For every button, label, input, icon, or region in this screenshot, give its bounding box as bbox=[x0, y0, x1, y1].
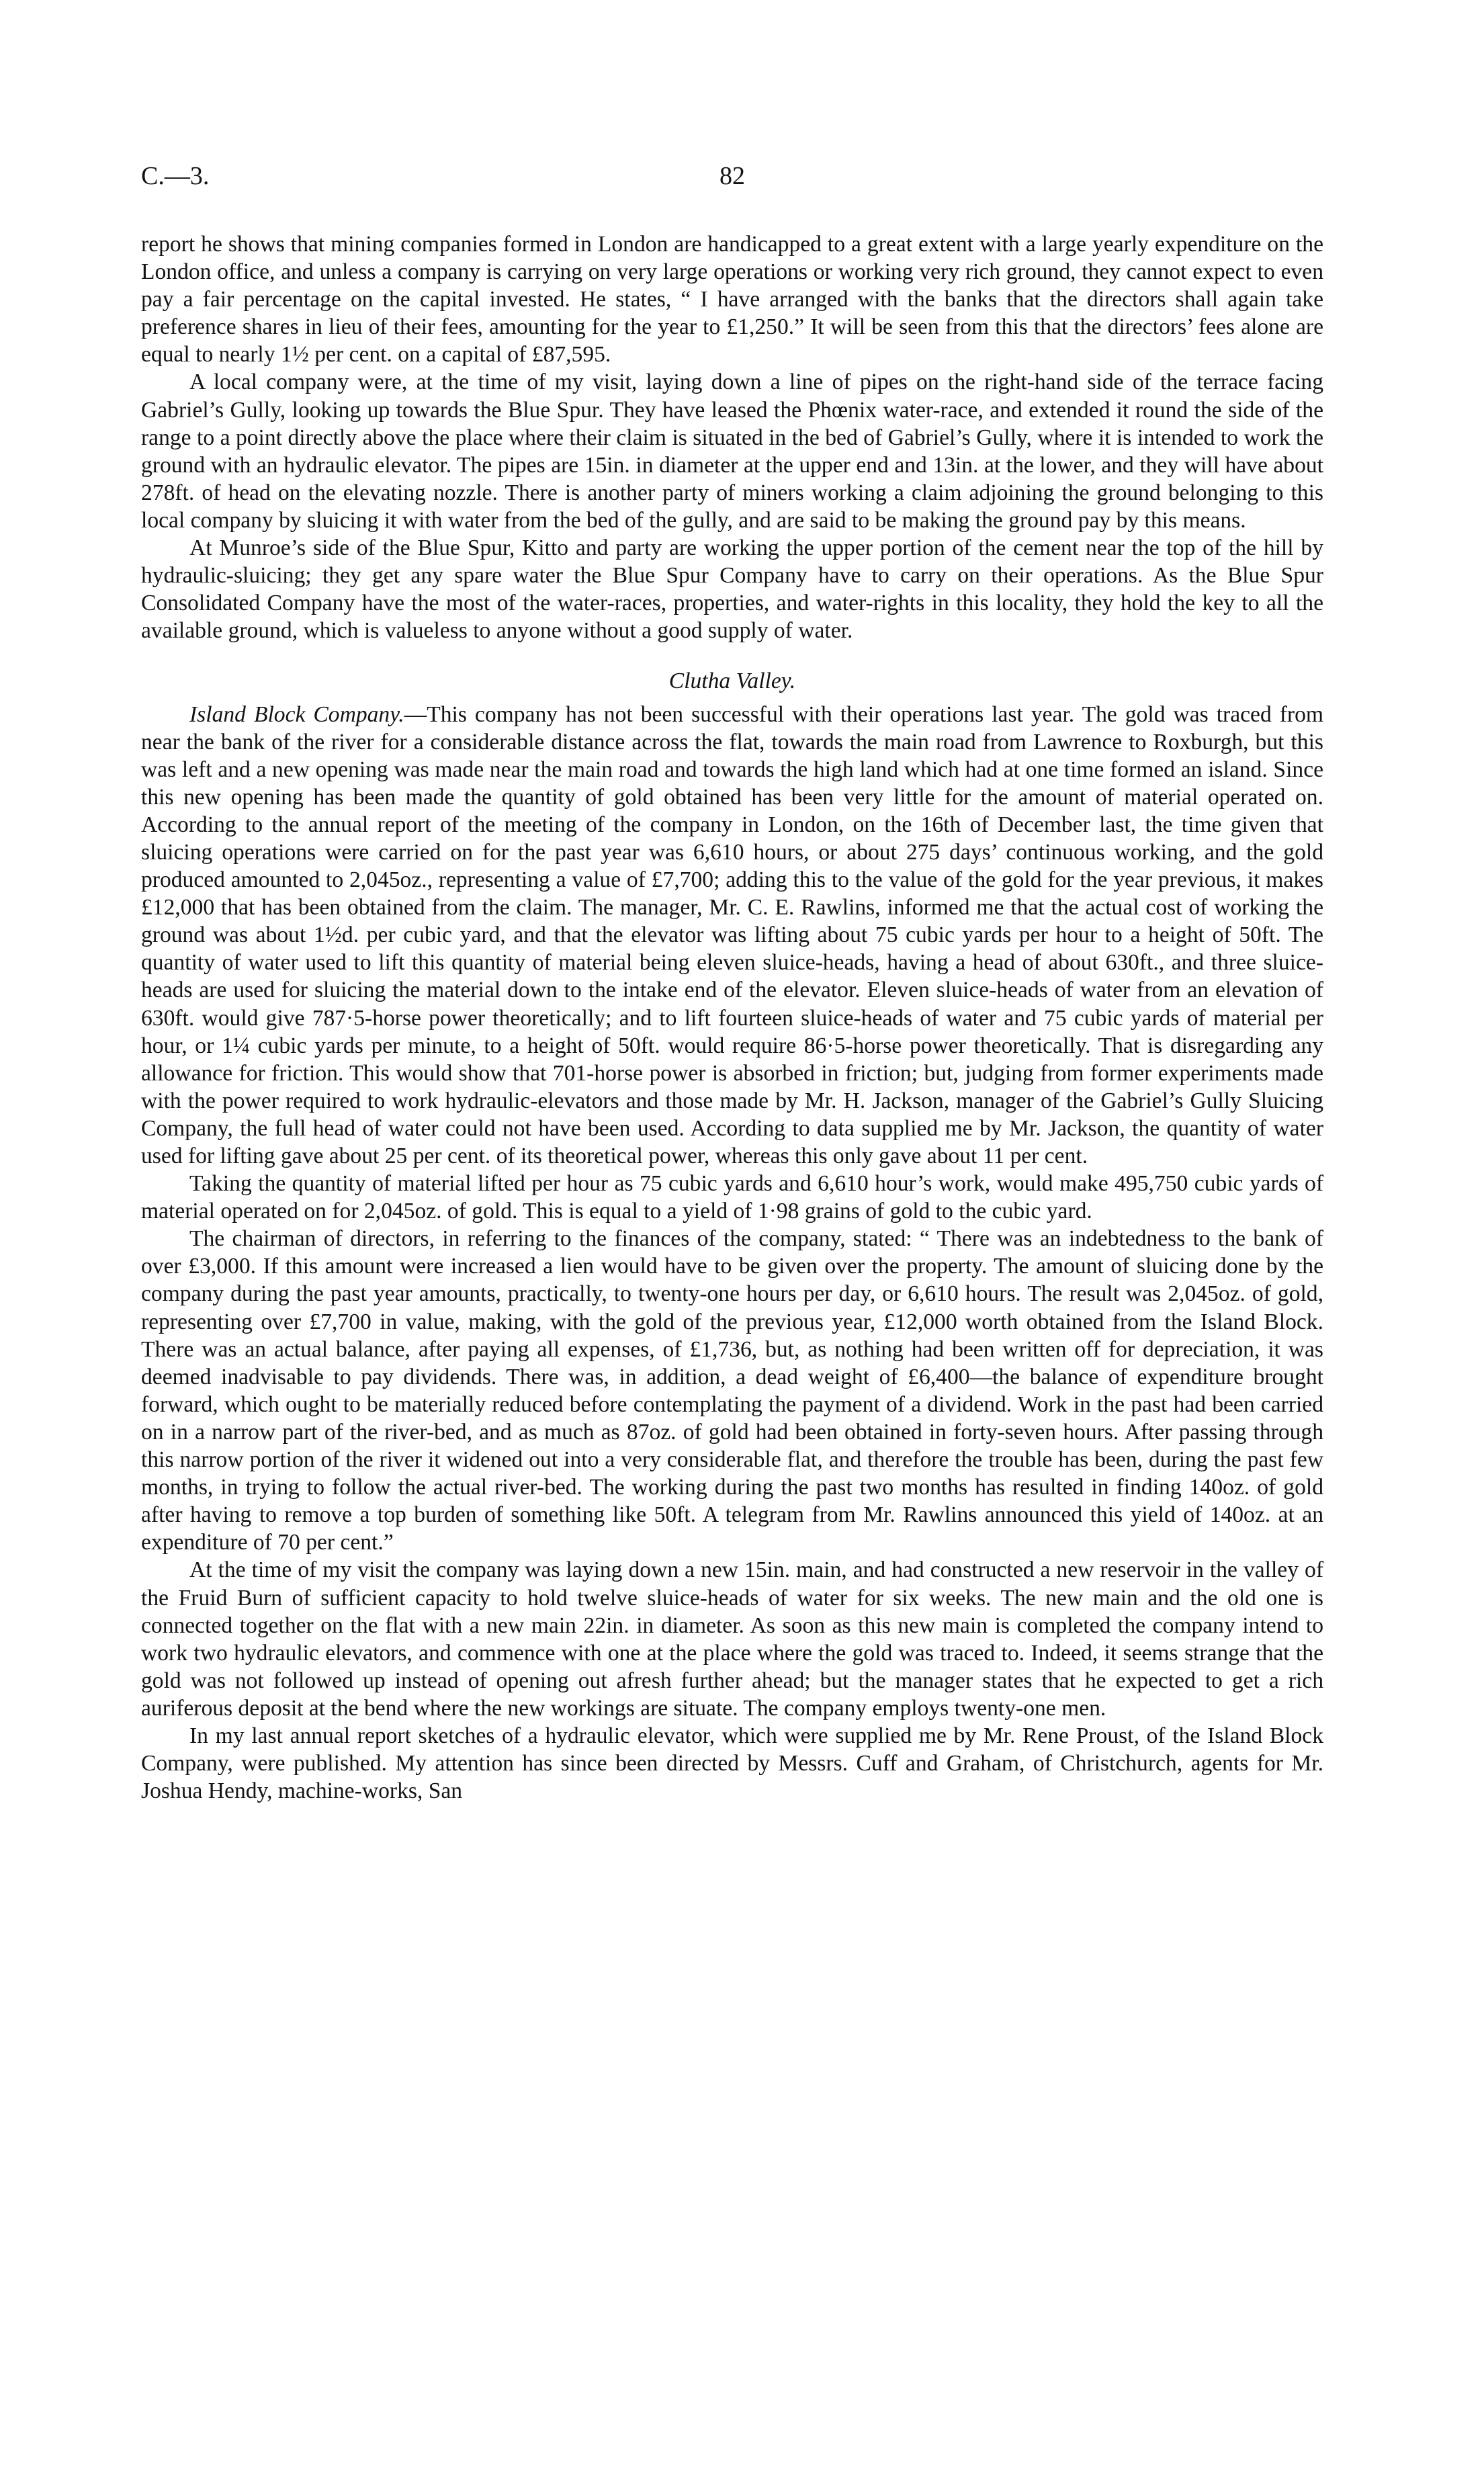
paragraph-chairman: The chairman of directors, in referring to the finances of the company, stated: “ There was an indebtedness to the bank of over £3,000. If this amount were increased a lien would have to be given over the property. The amount of sluicing done by the company during the past year amounts, practically, to twenty-one hours per day, or 6,610 hours. The result was 2,045oz. of gold, representing over £7,700 in value, making, with the gold of the previous year, £12,000 worth obtained from the Island Block. There was an actual balance, after paying all expenses, of £1,736, but, as nothing had been written off for depreciation, it was deemed inadvisable to pay dividends. There was, in addition, a dead weight of £6,400—the balance of expenditure brought forward, which ought to be materially reduced before contemplating the payment of a dividend. Work in the past had been carried on in a narrow part of the river-bed, and as much as 87oz. of gold had been obtained in forty-seven hours. After passing through this narrow portion of the river it widened out into a very considerable flat, and therefore the trouble has been, during the past few months, in trying to follow the actual river-bed. The working during the past two months has resulted in finding 140oz. of gold after having to remove a top burden of something like 50ft. A telegram from Mr. Rawlins announced this yield of 140oz. at an expenditure of 70 per cent.” bbox=[141, 1226, 1323, 1555]
document-code: C.—3. bbox=[141, 162, 210, 190]
paragraph-yield: Taking the quantity of material lifted per hour as 75 cubic yards and 6,610 hour’s work, would make 495,750 cubic yards of material operated on for 2,045oz. of gold. This is equal to a yield of 1·98 grains of gold to the cubic yard. bbox=[141, 1171, 1323, 1224]
paragraph-last-report: In my last annual report sketches of a hydraulic elevator, which were supplied me by Mr. Rene Proust, of the Island Block Company, were published. My attention has since been directed by Messrs. Cuff and Graham, of Christchurch, agents for Mr. Joshua Hendy, machine-works, San bbox=[141, 1723, 1323, 1804]
page-body bbox=[141, 230, 1323, 1805]
section-title: Clutha Valley. bbox=[668, 669, 796, 694]
island-block-heading: Island Block Company. bbox=[189, 701, 404, 727]
paragraph-island-block bbox=[141, 701, 1323, 1170]
island-block-text: —This company has not been successful with their operations last year. The gold was traced from near the bank of the river for a considerable distance across the flat, towards the main road from Lawrence to Roxburgh, but this was left and a new opening was made near the main road and towards the high land which had at one time formed an island. Since this new opening has been made the quantity of gold obtained has been very little for the amount of material operated on. According to the annual report of the meeting of the company in London, on the 16th of December last, the time given that sluicing operations were carried on for the past year was 6,610 hours, or about 275 days’ continuous working, and the gold produced amounted to 2,045oz., representing a value of £7,700; adding this to the value of the gold for the year previous, it makes £12,000 that has been obtained from the claim. The manager, Mr. C. E. Rawlins, informed me that the actual cost of working the ground was about 1½d. per cubic yard, and that the elevator was lifting about 75 cubic yards per hour to a height of 50ft. The quantity of water used to lift this quantity of material being eleven sluice-heads, having a head of about 630ft., and three sluice-heads are used for sluicing the material down to the intake end of the elevator. Eleven sluice-heads of water from an elevation of 630ft. would give 787·5-horse power theoretically; and to lift fourteen sluice-heads of water and 75 cubic yards of material per hour, or 1¼ cubic yards per minute, to a height of 50ft. would require 86·5-horse power theoretically. That is disregarding any allowance for friction. This would show that 701-horse power is absorbed in friction; but, judging from former experiments made with the power required to work hydraulic-elevators and those made by Mr. H. Jackson, manager of the Gabriel’s Gully Sluicing Company, the full head of water could not have been used. According to data supplied me by Mr. Jackson, the quantity of water used for lifting gave about 25 per cent. of its theoretical power, whereas this only gave about 11 per cent. bbox=[141, 701, 1324, 1168]
paragraph-munroe-side: At Munroe’s side of the Blue Spur, Kitto and party are working the upper portion of the cement near the top of the hill by hydraulic-sluicing; they get any spare water the Blue Spur Company have to carry on their operations. As the Blue Spur Consolidated Company have the most of the water-races, properties, and water-rights in this locality, they hold the key to all the available ground, which is valueless to anyone without a good supply of water. bbox=[141, 535, 1323, 644]
page-header bbox=[141, 161, 1323, 202]
page-number: 82 bbox=[719, 162, 745, 190]
paragraph-continued: report he shows that mining companies formed in London are handicapped to a great extent with a large yearly expenditure on the London office, and unless a company is carrying on very large operations or working very rich ground, they cannot expect to even pay a fair percentage on the capital invested. He states, “ I have arranged with the banks that the directors shall again take preference shares in lieu of their fees, amounting for the year to £1,250.” It will be seen from this that the directors’ fees alone are equal to nearly 1½ per cent. on a capital of £87,595. bbox=[141, 232, 1323, 368]
paragraph-new-main: At the time of my visit the company was laying down a new 15in. main, and had constructed a new reservoir in the valley of the Fruid Burn of sufficient capacity to hold twelve sluice-heads of water for six weeks. The new main and the old one is connected together on the flat with a new main 22in. in diameter. As soon as this new main is completed the company intend to work two hydraulic elevators, and commence with one at the place where the gold was traced to. Indeed, it seems strange that the gold was not followed up instead of opening out afresh further ahead; but the manager states that he expected to get a rich auriferous deposit at the bend where the new workings are situate. The company employs twenty-one men. bbox=[141, 1557, 1323, 1721]
paragraph-local-company: A local company were, at the time of my visit, laying down a line of pipes on the right-hand side of the terrace facing Gabriel’s Gully, looking up towards the Blue Spur. They have leased the Phœnix water-race, and extended it round the side of the range to a point directly above the place where their claim is situated in the bed of Gabriel’s Gully, where it is intended to work the ground with an hydraulic elevator. The pipes are 15in. in diameter at the upper end and 13in. at the lower, and they will have about 278ft. of head on the elevating nozzle. There is another party of miners working a claim adjoining the ground belonging to this local company by sluicing it with water from the bed of the gully, and are said to be making the ground pay by this means. bbox=[141, 370, 1323, 533]
